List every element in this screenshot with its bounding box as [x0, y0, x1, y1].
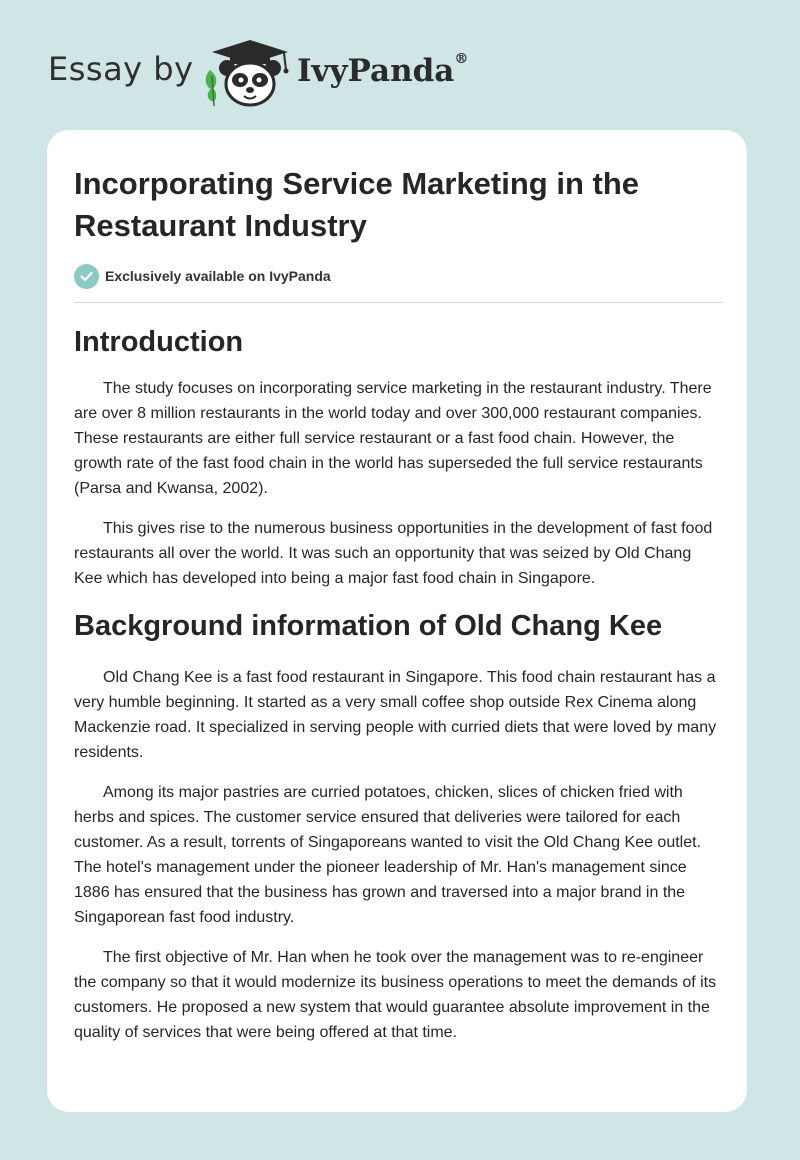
paragraph: The study focuses on incorporating service marketing in the restaurant industry. There are over 8 million restaurants in the world today and over 300,000 restaurant companies. These restaurants are either full service restaurant or a fast food chain. However, the growth rate of the fast food chain in the world has superseded the full service restaurants (Parsa and Kwansa, 2002).	[74, 380, 712, 497]
section-heading: Background information of Old Chang Kee	[74, 610, 663, 642]
registered-mark: ®	[454, 51, 469, 67]
paragraph: Old Chang Kee is a fast food restaurant in Singapore. This food chain restaurant has a very humble beginning. It started as a very small coffee shop outside Rex Cinema along Mackenzie road. It specialized in serving people with curried diets that were loved by many residents.	[74, 669, 717, 761]
ivypanda-brand[interactable]: IvyPanda®	[297, 51, 469, 89]
paragraph: Among its major pastries are curried potatoes, chicken, slices of chicken fried with herbs and spices. The customer service ensured that deliveries were tailored for each customer. As a result, torrents of Singaporeans wanted to visit the Old Chang Kee outlet. The hotel's management under the pioneer leadership of Mr. Han's management since 1886 has ensured that the business has grown and traversed into a major brand in the Singaporean fast food industry.	[74, 784, 702, 926]
section-heading: Introduction	[74, 326, 244, 358]
divider	[74, 302, 723, 303]
leaf-icon	[206, 70, 217, 106]
essay-title: Incorporating Service Marketing in the Restaurant Industry	[74, 166, 640, 243]
check-circle-icon	[74, 264, 99, 289]
paragraph: The first objective of Mr. Han when he took over the management was to re-engineer the company so that it would modernize its business operations to meet the demands of its customers. He proposed a new system that would guarantee absolute improvement in the quality of services that were being offered at that time.	[74, 949, 717, 1041]
exclusive-badge	[74, 263, 331, 289]
essay-body	[74, 320, 724, 1045]
paragraph: This gives rise to the numerous business opportunities in the development of fast food restaurants all over the world. It was such an opportunity that was seized by Old Chang Kee which has developed into being a major fast food chain in Singapore.	[74, 520, 713, 587]
exclusive-text: Exclusively available on IvyPanda	[105, 268, 331, 284]
site-header	[0, 0, 800, 130]
panda-logo-icon[interactable]	[200, 36, 292, 108]
essay-by-label: Essay by	[48, 50, 194, 88]
essay-card	[47, 130, 747, 1112]
